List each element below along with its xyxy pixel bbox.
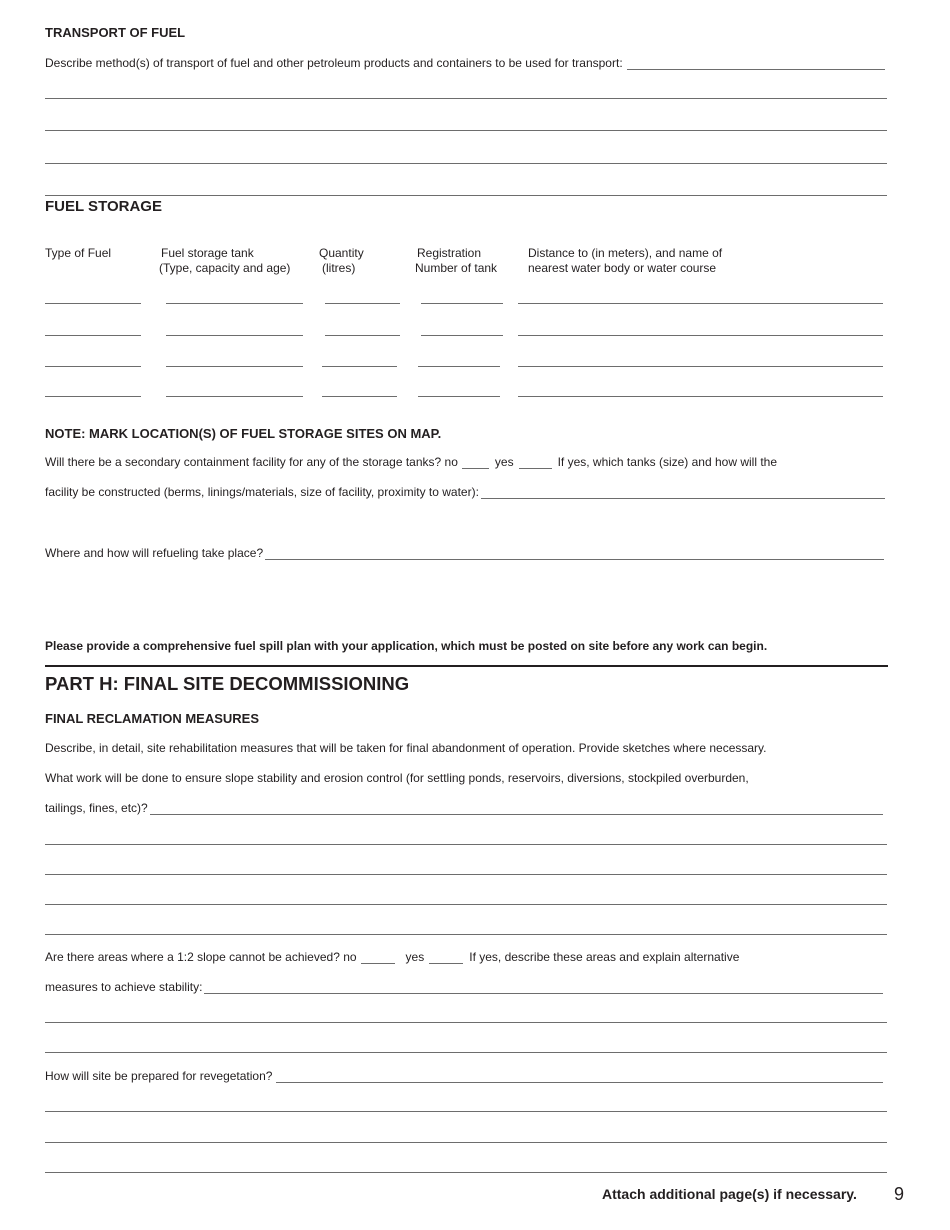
slope-stability-answer-line[interactable] bbox=[150, 803, 883, 815]
col-registration-line2: Number of tank bbox=[415, 261, 498, 275]
transport-answer-line[interactable] bbox=[45, 98, 887, 99]
storage-cell-quantity[interactable] bbox=[325, 303, 400, 304]
storage-cell-type[interactable] bbox=[45, 303, 141, 304]
storage-cell-distance[interactable] bbox=[518, 366, 883, 367]
containment-no-blank[interactable] bbox=[462, 457, 489, 469]
revegetation-row[interactable] bbox=[45, 1069, 883, 1083]
storage-cell-distance[interactable] bbox=[518, 396, 883, 397]
spill-plan-notice: Please provide a comprehensive fuel spill plan with your application, which must be posted on site before any work can begin. bbox=[45, 639, 768, 653]
containment-construction-text: facility be constructed (berms, linings/materials, size of facility, proximity to water): bbox=[45, 485, 479, 499]
storage-cell-registration[interactable] bbox=[421, 303, 503, 304]
storage-cell-distance[interactable] bbox=[518, 303, 883, 304]
col-quantity-line2: (litres) bbox=[322, 261, 356, 275]
storage-cell-quantity[interactable] bbox=[325, 335, 400, 336]
storage-cell-registration[interactable] bbox=[421, 335, 503, 336]
refuel-row[interactable] bbox=[45, 546, 884, 560]
col-distance-line1: Distance to (in meters), and name of bbox=[528, 246, 723, 260]
storage-map-note: NOTE: MARK LOCATION(S) OF FUEL STORAGE SITES ON MAP. bbox=[45, 426, 442, 441]
rehab-describe-text: Describe, in detail, site rehabilitation measures that will be taken for final abandonment of operation. Provide sketches where necessary. bbox=[45, 741, 767, 755]
slope-12-measures-text: measures to achieve stability: bbox=[45, 980, 203, 994]
section-divider bbox=[45, 665, 888, 667]
containment-question bbox=[45, 455, 777, 469]
revegetation-question: How will site be prepared for revegetation? bbox=[45, 1069, 273, 1083]
transport-prompt: Describe method(s) of transport of fuel and other petroleum products and containers to be used for transport: bbox=[45, 56, 623, 70]
slope-stability-question-cont: tailings, fines, etc)? bbox=[45, 801, 148, 815]
refuel-answer-line[interactable] bbox=[265, 548, 884, 560]
slope-answer-line[interactable] bbox=[45, 844, 887, 845]
col-fuel-tank-line1: Fuel storage tank bbox=[161, 246, 254, 260]
slope-12-question-text: Are there areas where a 1:2 slope cannot be achieved? no bbox=[45, 950, 357, 964]
storage-cell-type[interactable] bbox=[45, 396, 141, 397]
part-h-title: PART H: FINAL SITE DECOMMISSIONING bbox=[45, 673, 410, 694]
storage-cell-tank[interactable] bbox=[166, 366, 303, 367]
transport-answer-line[interactable] bbox=[45, 163, 887, 164]
storage-cell-registration[interactable] bbox=[418, 366, 500, 367]
attach-pages-note: Attach additional page(s) if necessary. bbox=[602, 1186, 857, 1202]
containment-question-text: Will there be a secondary containment facility for any of the storage tanks? no bbox=[45, 455, 458, 469]
revegetation-answer-line[interactable] bbox=[45, 1142, 887, 1143]
slope-stability-question: What work will be done to ensure slope stability and erosion control (for settling ponds, reservoirs, diversions, stockpiled overburden, bbox=[45, 771, 749, 785]
storage-cell-tank[interactable] bbox=[166, 335, 303, 336]
refuel-question: Where and how will refueling take place? bbox=[45, 546, 264, 560]
col-registration-line1: Registration bbox=[417, 246, 482, 260]
containment-construction-row[interactable] bbox=[45, 485, 885, 499]
containment-yes-label: yes bbox=[494, 455, 514, 469]
slope-12-answer-line[interactable] bbox=[45, 1022, 887, 1023]
slope-answer-line[interactable] bbox=[45, 904, 887, 905]
slope-answer-line[interactable] bbox=[45, 934, 887, 935]
slope-12-followup: If yes, describe these areas and explain alternative bbox=[469, 950, 740, 964]
slope-stability-row[interactable] bbox=[45, 801, 883, 815]
storage-cell-quantity[interactable] bbox=[322, 366, 397, 367]
slope-12-yes-label: yes bbox=[405, 950, 425, 964]
slope-12-measures-row[interactable] bbox=[45, 980, 883, 994]
col-type-of-fuel: Type of Fuel bbox=[45, 246, 112, 260]
fuel-storage-heading: FUEL STORAGE bbox=[45, 198, 162, 215]
storage-cell-type[interactable] bbox=[45, 335, 141, 336]
slope-answer-line[interactable] bbox=[45, 874, 887, 875]
transport-answer-line[interactable] bbox=[45, 130, 887, 131]
containment-yes-blank[interactable] bbox=[519, 457, 552, 469]
storage-cell-tank[interactable] bbox=[166, 396, 303, 397]
final-reclamation-heading: FINAL RECLAMATION MEASURES bbox=[45, 711, 260, 726]
transport-answer-line[interactable] bbox=[627, 58, 885, 70]
transport-heading: TRANSPORT OF FUEL bbox=[45, 25, 186, 40]
storage-cell-registration[interactable] bbox=[418, 396, 500, 397]
col-fuel-tank-line2: (Type, capacity and age) bbox=[159, 261, 291, 275]
slope-12-question bbox=[45, 950, 739, 964]
revegetation-answer-line[interactable] bbox=[45, 1172, 887, 1173]
slope-12-answer-line[interactable] bbox=[45, 1052, 887, 1053]
containment-construction-line[interactable] bbox=[481, 487, 885, 499]
transport-answer-line[interactable] bbox=[45, 195, 887, 196]
slope-12-measures-line[interactable] bbox=[204, 982, 883, 994]
col-quantity-line1: Quantity bbox=[319, 246, 364, 260]
storage-cell-quantity[interactable] bbox=[322, 396, 397, 397]
transport-prompt-row[interactable] bbox=[45, 56, 885, 70]
containment-question-followup: If yes, which tanks (size) and how will the bbox=[557, 455, 777, 469]
page-number: 9 bbox=[894, 1184, 905, 1204]
storage-cell-type[interactable] bbox=[45, 366, 141, 367]
revegetation-answer-line[interactable] bbox=[45, 1111, 887, 1112]
storage-cell-tank[interactable] bbox=[166, 303, 303, 304]
col-distance-line2: nearest water body or water course bbox=[528, 261, 717, 275]
storage-cell-distance[interactable] bbox=[518, 335, 883, 336]
slope-12-yes-blank[interactable] bbox=[429, 952, 463, 964]
revegetation-answer-line[interactable] bbox=[276, 1071, 883, 1083]
slope-12-no-blank[interactable] bbox=[361, 952, 395, 964]
